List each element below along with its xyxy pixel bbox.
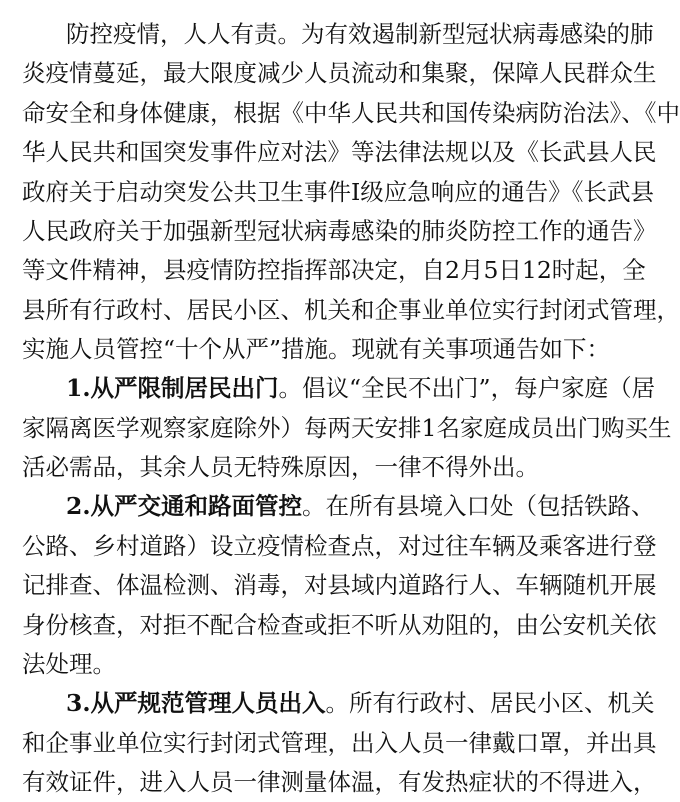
item-2-line: 法处理。	[22, 649, 116, 678]
intro-line: 等文件精神，县疫情防控指挥部决定，自2月5日12时起，全	[22, 256, 646, 285]
intro-line: 县所有行政村、居民小区、机关和企事业单位实行封闭式管理，	[22, 295, 680, 324]
item-1-text: 。倡议“全民不出门”，每户家庭（居	[278, 374, 656, 403]
intro-line: 实施人员管控“十个从严”措施。现就有关事项通告如下：	[22, 334, 611, 363]
item-2-text: 。在所有县境入口处（包括铁路、	[302, 492, 655, 521]
item-2-first-line	[66, 486, 655, 526]
item-3-text: 。所有行政村、居民小区、机关	[325, 689, 655, 718]
item-1-heading: 1.从严限制居民出门	[66, 374, 279, 403]
item-1-line: 活必需品，其余人员无特殊原因，一律不得外出。	[22, 453, 539, 482]
item-2-line: 公路、乡村道路）设立疫情检查点，对过往车辆及乘客进行登	[22, 531, 657, 560]
intro-line: 命安全和身体健康，根据《中华人民共和国传染病防治法》、《中	[22, 98, 680, 127]
item-1-first-line	[66, 368, 656, 408]
item-3-heading: 3.从严规范管理人员出入	[66, 689, 326, 718]
item-1-line: 家隔离医学观察家庭除外）每两天安排1名家庭成员出门购买生	[22, 413, 672, 442]
item-2-line: 身份核查，对拒不配合检查或拒不听从劝阻的，由公安机关依	[22, 610, 657, 639]
item-2-heading: 2.从严交通和路面管控	[66, 492, 303, 521]
intro-line: 政府关于启动突发公共卫生事件Ⅰ级应急响应的通告》《长武县	[22, 177, 655, 206]
item-3-line: 有效证件，进入人员一律测量体温，有发热症状的不得进入，	[22, 768, 657, 796]
intro-line: 华人民共和国突发事件应对法》等法律法规以及《长武县人民	[22, 138, 657, 167]
intro-line: 防控疫情，人人有责。为有效遏制新型冠状病毒感染的肺	[66, 20, 654, 48]
item-3-line: 和企事业单位实行封闭式管理，出入人员一律戴口罩，并出具	[22, 728, 657, 757]
intro-line: 人民政府关于加强新型冠状病毒感染的肺炎防控工作的通告》	[22, 216, 657, 245]
item-3-first-line	[66, 683, 655, 723]
intro-line: 炎疫情蔓延，最大限度减少人员流动和集聚，保障人民群众生	[22, 59, 657, 88]
item-2-line: 记排查、体温检测、消毒，对县域内道路行人、车辆随机开展	[22, 571, 657, 600]
